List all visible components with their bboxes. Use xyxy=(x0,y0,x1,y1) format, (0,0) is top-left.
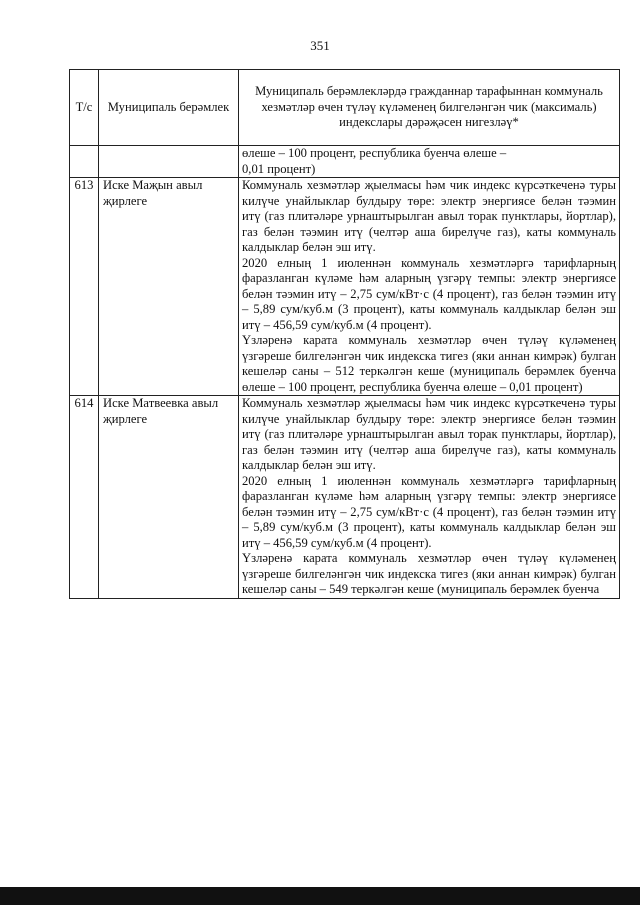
header-justification: Муниципаль берәмлекләрдә гражданнар тарафыннан коммуналь хезмәтләр өчен түләү күләменең билгеләнгән чик (максималь) индекслары дәрәҗәсен нигезләү* xyxy=(239,70,620,146)
row-number: 613 xyxy=(70,178,99,396)
continuation-number-cell xyxy=(70,146,99,178)
paragraph-tariffs: 2020 елның 1 июленнән коммуналь хезмәтләргә тарифларның фаразланган күләме һәм аларның үзгәрү темпы: электр энергиясе белән тәэмин итү – 2,75 сум/кВт·с (4 процент), газ белән тәэмин итү – 5,89 сум/куб.м (3 процент), каты коммуналь калдыклар белән эш итү – 456,59 сум/куб.м (4 процент). xyxy=(242,255,616,332)
row-municipality: Иске Матвеевка авыл җирлеге xyxy=(99,396,239,599)
paragraph-population: Үзләренә карата коммуналь хезмәтләр өчен түләү күләменең үзгәреше билгеләнгән чик индекска тигез (яки аннан кимрәк) булган кешеләр саны – 512 теркәлгән кеше (муниципаль берәмлек буенча өлеше – 100 процент, республика буенча өлеше – 0,01 процент) xyxy=(242,333,616,394)
header-municipality: Муниципаль берәмлек xyxy=(99,70,239,146)
table-header-row xyxy=(70,70,620,146)
row-number: 614 xyxy=(70,396,99,599)
continuation-row xyxy=(70,146,620,178)
table-row xyxy=(70,178,620,396)
page-number: 351 xyxy=(310,38,330,53)
paragraph-tariffs: 2020 елның 1 июленнән коммуналь хезмәтләргә тарифларның фаразланган күләме һәм аларның үзгәрү темпы: электр энергиясе белән тәэмин итү – 2,75 сум/кВт·с (4 процент), газ белән тәэмин итү – 5,89 сум/куб.м (3 процент), каты коммуналь калдыклар белән эш итү – 456,59 сум/куб.м (4 процент). xyxy=(242,473,616,550)
row-municipality: Иске Маҗын авыл җирлеге xyxy=(99,178,239,396)
continuation-text-cell xyxy=(239,146,620,178)
continuation-line: өлеше – 100 процент, республика буенча өлеше – xyxy=(242,146,507,160)
paragraph-utilities-set: Коммуналь хезмәтләр җыелмасы һәм чик индекс күрсәткеченә туры килүче унайлыклар булдыру төре: электр энергиясе белән тәэмин итү (газ плитәләре урнаштырылган авыл торак пунктлары, йортлар), газ белән тәэмин итү (челтәр аша бирелүче газ), каты коммуналь калдыклар белән эш итү. xyxy=(242,396,616,472)
row-justification xyxy=(239,396,620,599)
row-justification xyxy=(239,178,620,396)
continuation-name-cell xyxy=(99,146,239,178)
header-number: Т/с xyxy=(70,70,99,146)
table-row xyxy=(70,396,620,599)
tariff-table xyxy=(69,69,620,599)
paragraph-utilities-set: Коммуналь хезмәтләр җыелмасы һәм чик индекс күрсәткеченә туры килүче унайлыклар булдыру төре: электр энергиясе белән тәэмин итү (газ плитәләре урнаштырылган авыл торак пунктлары, йортлар), газ белән тәэмин итү (челтәр аша бирелүче газ), каты коммуналь калдыклар белән эш итү. xyxy=(242,178,616,254)
scan-edge-bar xyxy=(0,887,640,905)
paragraph-population: Үзләренә карата коммуналь хезмәтләр өчен түләү күләменең үзгәреше билгеләнгән чик индекска тигез (яки аннан кимрәк) булган кешеләр саны – 549 теркәлгән кеше (муниципаль берәмлек буенча xyxy=(242,551,616,596)
continuation-line: 0,01 процент) xyxy=(242,161,316,176)
